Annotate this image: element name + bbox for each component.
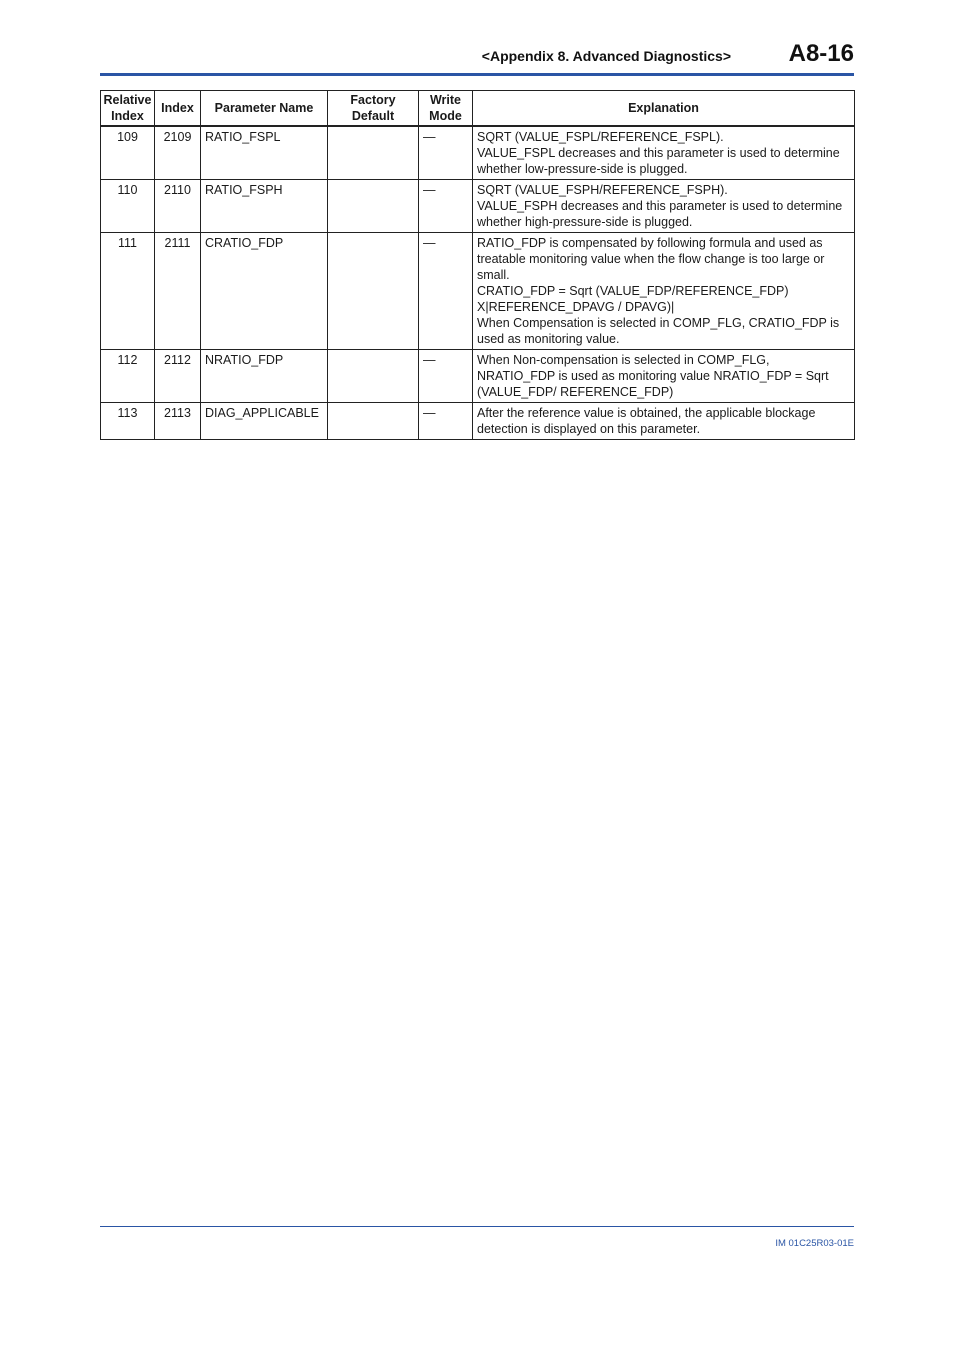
parameter-name-cell: NRATIO_FDP [201,350,328,403]
explanation-line: VALUE_FSPH decreases and this parameter is used to determine whether high-pressure-side is plugged. [477,199,843,229]
parameter-name-cell: CRATIO_FDP [201,233,328,350]
write-mode-cell: — [419,233,473,350]
explanation-line: SQRT (VALUE_FSPL/REFERENCE_FSPL). [477,130,724,144]
write-mode-cell: — [419,180,473,233]
col-header-explanation: Explanation [473,91,855,127]
write-mode-cell: — [419,403,473,440]
table-row [101,126,855,180]
explanation-cell [473,126,855,180]
parameter-name-cell: DIAG_APPLICABLE [201,403,328,440]
parameter-name-cell: RATIO_FSPH [201,180,328,233]
explanation-line: RATIO_FDP is compensated by following formula and used as treatable monitoring value when the flow change is too large or small. [477,236,825,282]
explanation-line: CRATIO_FDP = Sqrt (VALUE_FDP/REFERENCE_FDP) X|REFERENCE_DPAVG / DPAVG)| [477,284,789,314]
table-header-row [101,91,855,127]
col-header-write-mode: Write Mode [419,91,473,127]
document-code: IM 01C25R03-01E [775,1238,854,1249]
table-row [101,403,855,440]
col-header-index: Index [155,91,201,127]
factory-default-cell [328,180,419,233]
col-header-factory-default: Factory Default [328,91,419,127]
relative-index-cell: 113 [101,403,155,440]
explanation-line: SQRT (VALUE_FSPH/REFERENCE_FSPH). [477,183,728,197]
footer-divider [100,1226,854,1227]
relative-index-cell: 109 [101,126,155,180]
page-number: A8-16 [788,40,854,67]
relative-index-cell: 111 [101,233,155,350]
index-cell: 2110 [155,180,201,233]
relative-index-cell: 110 [101,180,155,233]
index-cell: 2109 [155,126,201,180]
explanation-cell [473,350,855,403]
explanation-line: VALUE_FSPL decreases and this parameter is used to determine whether low-pressure-side is plugged. [477,146,840,176]
table-row [101,233,855,350]
index-cell: 2113 [155,403,201,440]
table-row [101,180,855,233]
index-cell: 2111 [155,233,201,350]
relative-index-cell: 112 [101,350,155,403]
parameter-name-cell: RATIO_FSPL [201,126,328,180]
col-header-relative-index: Relative Index [101,91,155,127]
factory-default-cell [328,126,419,180]
factory-default-cell [328,233,419,350]
parameter-table [100,90,855,440]
write-mode-cell: — [419,126,473,180]
explanation-line: When Non-compensation is selected in COMP_FLG, NRATIO_FDP is used as monitoring value NRATIO_FDP = Sqrt (VALUE_FDP/ REFERENCE_FDP) [477,353,829,399]
explanation-cell [473,403,855,440]
factory-default-cell [328,403,419,440]
factory-default-cell [328,350,419,403]
explanation-cell [473,233,855,350]
header-divider [100,73,854,76]
index-cell: 2112 [155,350,201,403]
explanation-line: When Compensation is selected in COMP_FLG, CRATIO_FDP is used as monitoring value. [477,316,840,346]
explanation-cell [473,180,855,233]
write-mode-cell: — [419,350,473,403]
col-header-parameter-name: Parameter Name [201,91,328,127]
table-row [101,350,855,403]
section-title: <Appendix 8. Advanced Diagnostics> [481,48,731,64]
explanation-line: After the reference value is obtained, the applicable blockage detection is displayed on this parameter. [477,406,816,436]
